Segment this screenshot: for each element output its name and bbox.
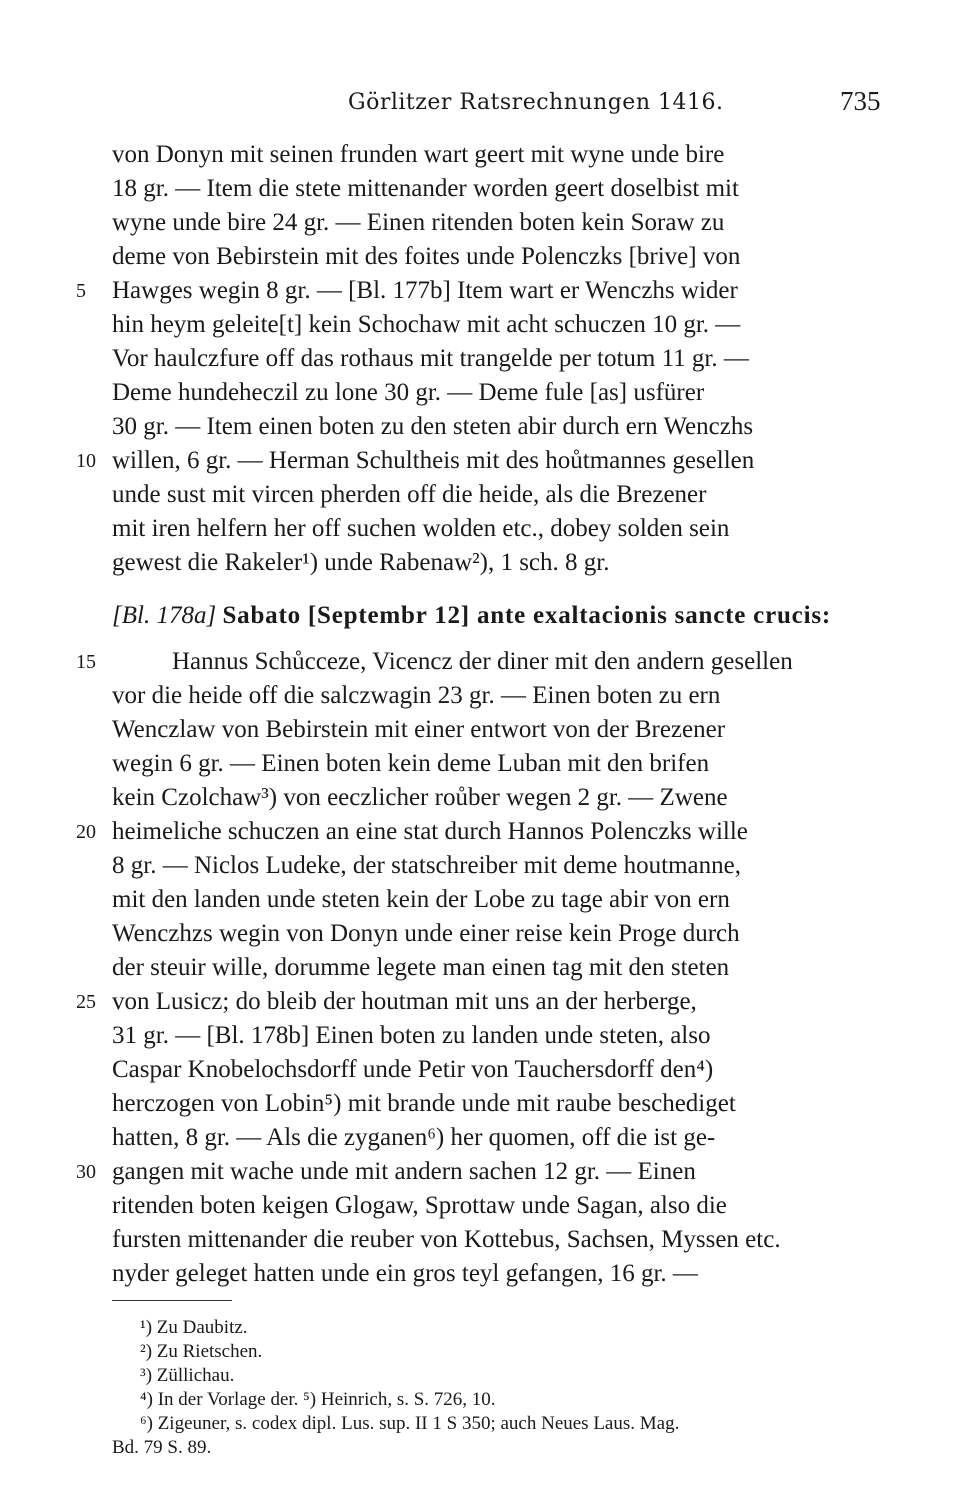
text-line: wegin 6 gr. — Einen boten kein deme Luban mit den brifen [112,750,710,777]
text-line: Caspar Knobelochsdorff unde Petir von Tauchersdorff den⁴) [112,1056,714,1083]
text-line: mit iren helfern her off suchen wolden etc., dobey solden sein [112,515,730,542]
text-line: gangen mit wache unde mit andern sachen 12 gr. — Einen [112,1158,696,1185]
text-line: der steuir wille, dorumme legete man einen tag mit den steten [112,954,730,981]
text-line: von Donyn mit seinen frunden wart geert mit wyne unde bire [112,141,725,168]
text-line: gewest die Rakeler¹) unde Rabenaw²), 1 sch. 8 gr. [112,549,610,576]
text-line: Wenczhzs wegin von Donyn unde einer reise kein Proge durch [112,920,740,947]
page-header [0,86,960,126]
text-line: 31 gr. — [Bl. 178b] Einen boten zu landen unde steten, also [112,1022,711,1049]
text-line: willen, 6 gr. — Herman Schultheis mit des hoůtmannes gesellen [112,447,755,474]
text-line: Hawges wegin 8 gr. — [Bl. 177b] Item wart er Wenczhs wider [112,277,738,304]
text-line: 18 gr. — Item die stete mittenander worden geert doselbist mit [112,175,739,202]
footnote-continuation: Bd. 79 S. 89. [112,1437,212,1458]
text-line: kein Czolchaw³) von eeczlicher roůber wegen 2 gr. — Zwene [112,784,728,811]
heading-text: Sabato [Septembr 12] ante exaltacionis sancte crucis: [222,602,831,629]
text-line: deme von Bebirstein mit des foites unde Polenczks [brive] von [112,243,741,270]
line-number: 5 [76,280,86,302]
page-number: 735 [840,86,881,116]
text-line: Deme hundeheczil zu lone 30 gr. — Deme fule [as] usfürer [112,379,705,406]
footnote: ¹) Zu Daubitz. [140,1317,248,1338]
line-number: 15 [76,651,96,673]
text-line: ritenden boten keigen Glogaw, Sprottaw unde Sagan, also die [112,1192,727,1219]
text-line: 8 gr. — Niclos Ludeke, der statschreiber mit deme houtmanne, [112,852,741,879]
running-title: Görlitzer Ratsrechnungen 1416. [348,90,724,115]
text-line: hin heym geleite[t] kein Schochaw mit acht schuczen 10 gr. — [112,311,741,338]
text-line: nyder geleget hatten unde ein gros teyl gefangen, 16 gr. — [112,1260,698,1287]
text-line: von Lusicz; do bleib der houtman mit uns an der herberge, [112,988,697,1015]
footnote: ⁴) In der Vorlage der. ⁵) Heinrich, s. S. 726, 10. [140,1389,496,1410]
footnote-rule [112,1300,232,1301]
text-line: 30 gr. — Item einen boten zu den steten abir durch ern Wenczhs [112,413,754,440]
footnote: ⁶) Zigeuner, s. codex dipl. Lus. sup. II 1 S 350; auch Neues Laus. Mag. [140,1413,680,1434]
line-number: 10 [76,450,96,472]
text-line: Vor haulczfure off das rothaus mit trangelde per totum 11 gr. — [112,345,749,372]
text-line: vor die heide off die salczwagin 23 gr. — Einen boten zu ern [112,682,721,709]
text-line: Hannus Schůcceze, Vicencz der diner mit den andern gesellen [172,648,793,675]
text-line: wyne unde bire 24 gr. — Einen ritenden boten kein Soraw zu [112,209,725,236]
section-heading [112,599,902,633]
text-line: unde sust mit vircen pherden off die heide, als die Brezener [112,481,707,508]
line-number: 30 [76,1161,96,1183]
footnote: ²) Zu Rietschen. [140,1341,263,1362]
line-number: 25 [76,991,96,1013]
folio-reference: [Bl. 178a] [112,602,217,629]
text-line: Wenczlaw von Bebirstein mit einer entwort von der Brezener [112,716,726,743]
text-line: herczogen von Lobin⁵) mit brande unde mit raube beschediget [112,1090,736,1117]
text-line: fursten mittenander die reuber von Kottebus, Sachsen, Myssen etc. [112,1226,781,1253]
text-line: hatten, 8 gr. — Als die zyganen⁶) her quomen, off die ist ge- [112,1124,716,1151]
text-line: mit den landen unde steten kein der Lobe zu tage abir von ern [112,886,730,913]
line-number: 20 [76,821,96,843]
footnote: ³) Züllichau. [140,1365,235,1386]
text-line: heimeliche schuczen an eine stat durch Hannos Polenczks wille [112,818,748,845]
